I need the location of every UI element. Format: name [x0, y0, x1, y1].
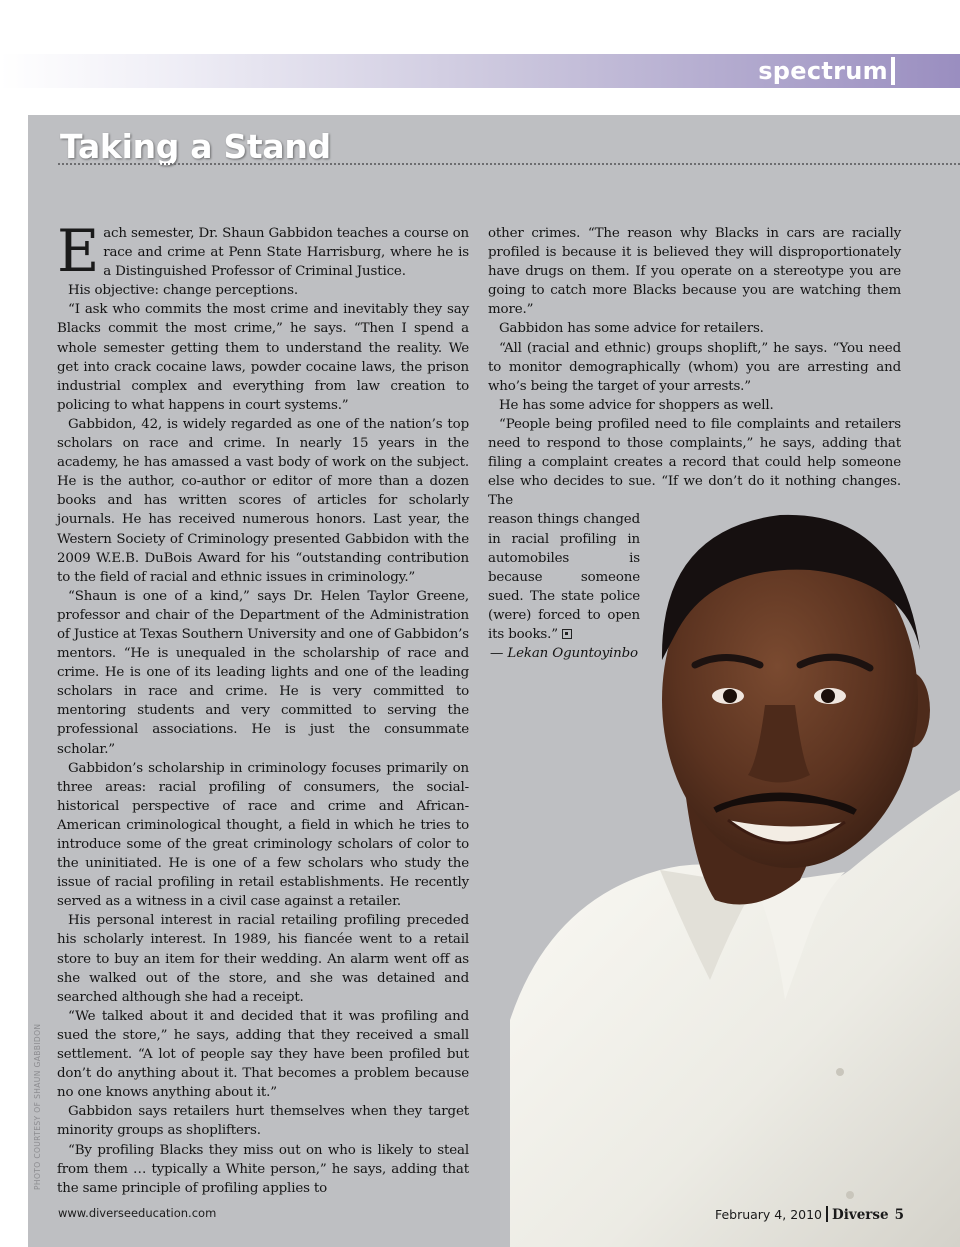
article-column-left	[57, 217, 470, 1198]
article-paragraph: “All (racial and ethnic) groups shoplift,” he says. “You need to monitor demographically (whom) you are arresting and who’s being the target of your arrests.”	[488, 340, 901, 394]
drop-cap: E	[57, 217, 100, 285]
article-paragraph: “By profiling Blacks they miss out on who is likely to steal from them … typically a White person,” he says, adding that the same principle of profiling applies to	[57, 1142, 469, 1196]
article-paragraph: Gabbidon has some advice for retailers.	[499, 321, 764, 337]
article-paragraph: “We talked about it and decided that it was profiling and sued the store,” he says, adding that they received a small settlement. “A lot of people say they have been profiled but don’t do anything about it. That becomes a problem because no one knows anything about it.”	[57, 1008, 469, 1101]
footer-issue-info	[715, 1206, 904, 1223]
article-paragraph: He has some advice for shoppers as well.	[499, 397, 774, 413]
article-paragraph: His objective: change perceptions.	[68, 283, 298, 299]
page-number: 5	[894, 1207, 904, 1223]
photo-credit: PHOTO COURTESY OF SHAUN GABBIDON	[33, 1023, 42, 1190]
article-panel	[28, 115, 960, 1247]
article-paragraph: other crimes. “The reason why Blacks in cars are racially profiled is because it is believed they will disproportionately have drugs on them. If you operate on a stereotype you are going to catch more Blacks because you are watching them more.”	[488, 226, 901, 318]
article-paragraph: Each semester, Dr. Shaun Gabbidon teaches a course on race and crime at Penn State Harrisburg, where he is a Distinguished Professor of Criminal Justice.	[57, 217, 469, 285]
section-divider	[891, 57, 895, 85]
article-paragraph: “People being profiled need to file complaints and retailers need to respond to those complaints,” he says, adding that filing a complaint creates a record that could help someone else who decides to sue. “If we don’t do it nothing changes. The	[488, 416, 901, 509]
article-paragraph: “Shaun is one of a kind,” says Dr. Helen Taylor Greene, professor and chair of the Department of the Administration of Justice at Texas Southern University and one of Gabbidon’s mentors. “He is unequaled in the scholarship of race and crime. He is one of its leading lights and one of the leading scholars in race and crime. He is very committed to mentoring students and very committed to serving the professional associations. He is just the consummate scholar.”	[57, 588, 470, 757]
footer-website: www.diverseeducation.com	[58, 1206, 217, 1220]
end-of-story-icon	[562, 629, 572, 639]
footer-divider	[826, 1206, 828, 1222]
article-paragraph: His personal interest in racial retailing profiling preceded his scholarly interest. In 1989, his fiancée went to a retail store to buy an item for their wedding. An alarm went off as she walked out of the store, and she was detained and searched although she had a receipt.	[57, 913, 469, 1005]
article-paragraph: Gabbidon’s scholarship in criminology focuses primarily on three areas: racial profiling of consumers, the social-historical perspective of race and crime and African-American criminological thought, a field in which he tries to introduce some of the great criminology scholars of color to the uninitiated. He is one of a few scholars who study the issue of racial profiling in retail establishments. He recently served as a witness in a civil case against a retailer.	[57, 760, 469, 910]
title-dotted-rule	[58, 163, 960, 165]
article-paragraph-wrap: reason things changed in racial profiling in automobiles is because someone sued. The state police (were) forced to open its books.”	[488, 512, 640, 642]
article-title: Taking a Stand	[60, 127, 331, 166]
footer-magazine-name: Diverse	[832, 1207, 889, 1223]
article-paragraph: Gabbidon says retailers hurt themselves when they target minority groups as shoplifters.	[57, 1104, 469, 1139]
article-column-right	[488, 224, 901, 663]
section-label: spectrum	[758, 57, 888, 85]
article-paragraph: Gabbidon, 42, is widely regarded as one of the nation’s top scholars on race and crime. In nearly 15 years in the academy, he has amassed a vast body of work on the subject. He is the author, co-author or editor of more than a dozen books and has written scores of articles for scholarly journals. He has received numerous honors. Last year, the Western Society of Criminology presented Gabbidon with the 2009 W.E.B. DuBois Award for his “outstanding contribution to the field of racial and ethnic issues in criminology.”	[57, 416, 469, 585]
footer-date: February 4, 2010	[714, 1207, 823, 1222]
article-paragraph: “I ask who commits the most crime and inevitably they say Blacks commit the most crime,” he says. “Then I spend a whole semester getting them to understand the reality. We get into crack cocaine laws, powder cocaine laws, the prison industrial complex and everything from law creation to policing to what happens in court systems.”	[57, 302, 469, 413]
author-byline: — Lekan Oguntoyinbo	[490, 646, 638, 662]
